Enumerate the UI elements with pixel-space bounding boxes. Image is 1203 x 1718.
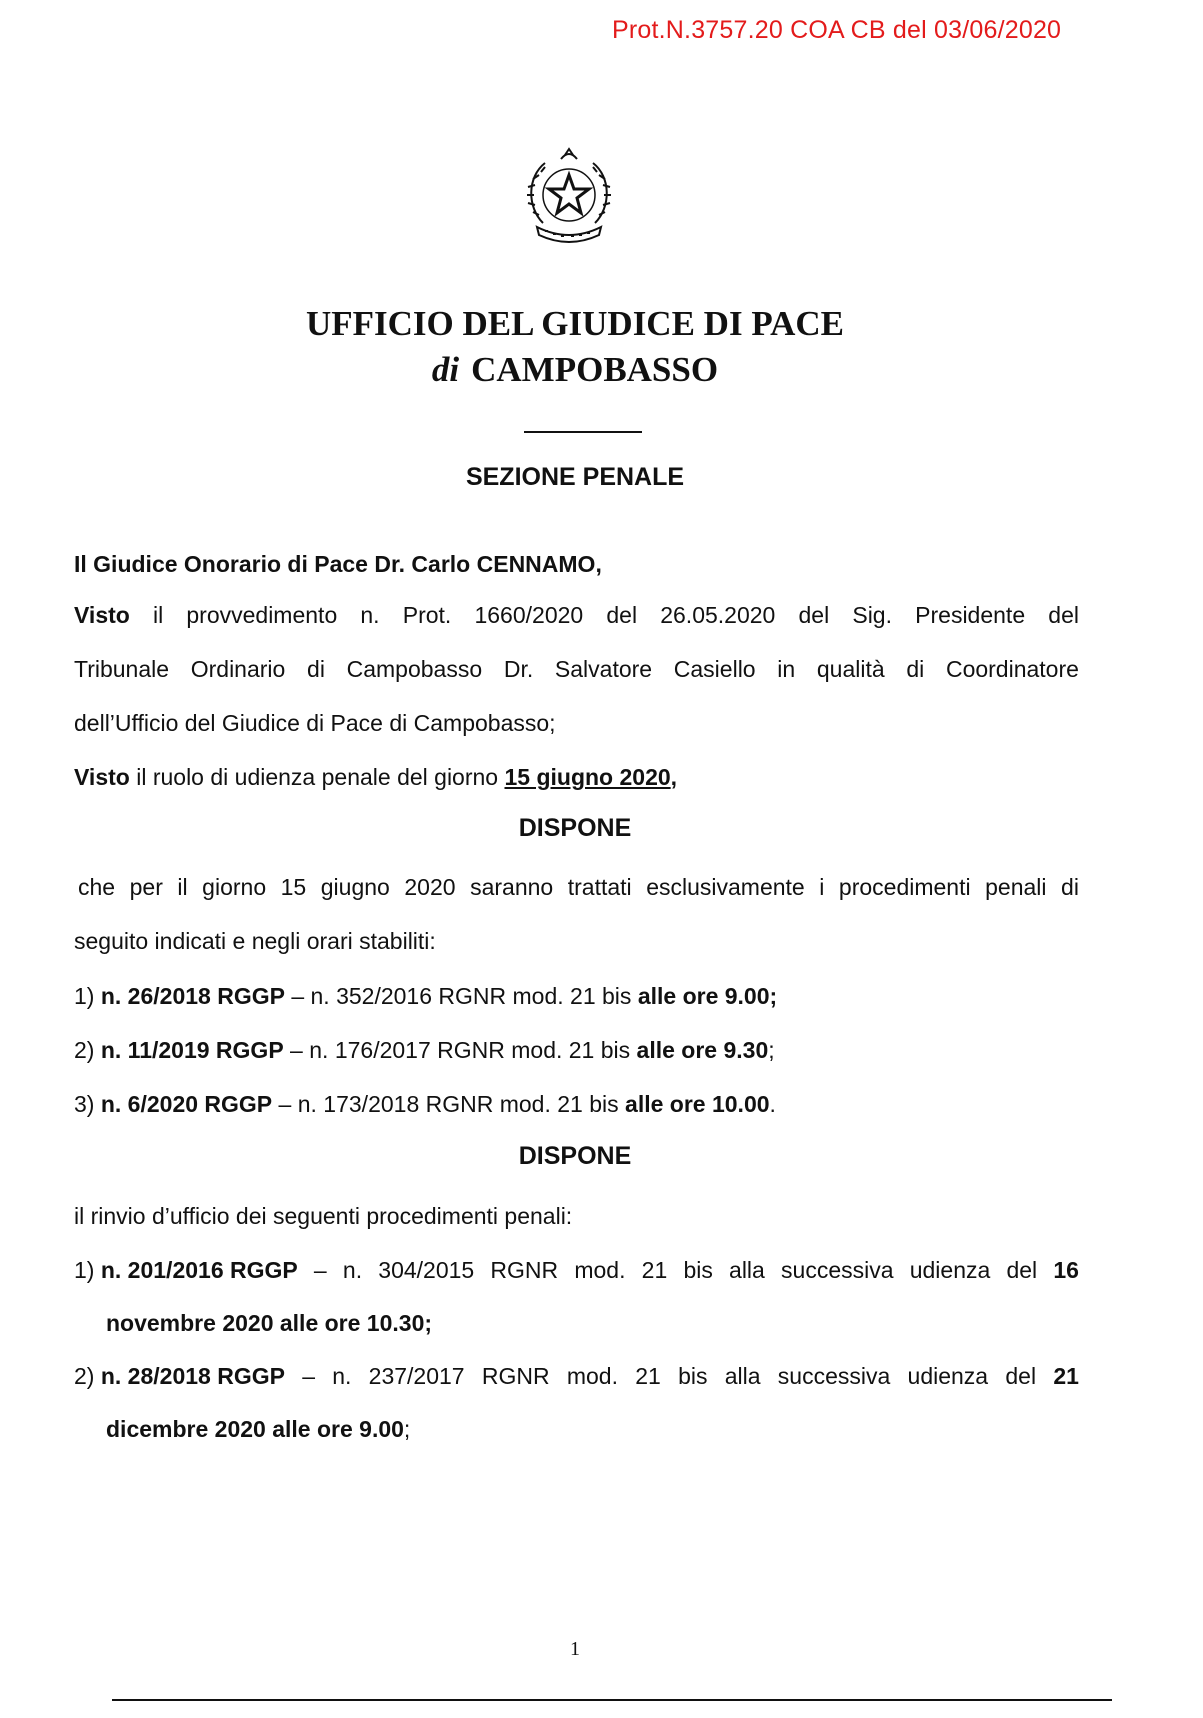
word: del [1048, 602, 1079, 628]
word: i [819, 874, 825, 900]
section-heading: SEZIONE PENALE [465, 463, 685, 491]
dispone-heading-1: DISPONE [518, 814, 632, 842]
postponed-item-line-1 [74, 1257, 1079, 1284]
intro-postponed-line: il rinvio d’ufficio dei seguenti procedimenti penali: [74, 1203, 573, 1229]
word: successiva [781, 1257, 894, 1283]
word: Coordinatore [945, 656, 1079, 682]
word: 21 [635, 1363, 661, 1389]
word: del [1005, 1363, 1037, 1389]
word: in [777, 656, 796, 682]
word: – [313, 1257, 327, 1283]
punctuation: ; [768, 1037, 775, 1063]
word: del [1006, 1257, 1038, 1283]
emblem-of-italy-icon [523, 145, 615, 245]
hearing-time: alle ore 9.30 [636, 1037, 769, 1063]
hearing-time: alle ore 9.00 [637, 983, 770, 1009]
word: Dr. [503, 656, 534, 682]
postponed-item-head [74, 1257, 298, 1284]
word: 21 [641, 1257, 668, 1283]
word: Ordinario [190, 656, 286, 682]
word: Sig. [852, 602, 892, 628]
word: provvedimento [186, 602, 338, 628]
word: Presidente [915, 602, 1026, 628]
word: RGNR [490, 1257, 559, 1283]
word: che [78, 874, 116, 900]
word: di [906, 656, 925, 682]
word: 1660/2020 [474, 602, 584, 628]
office-subtitle [0, 350, 1150, 390]
protocol-stamp: Prot.N.3757.20 COA CB del 03/06/2020 [612, 16, 1062, 44]
word: il [177, 874, 188, 900]
word: successiva [777, 1363, 891, 1389]
visto-ruolo-line [74, 764, 677, 791]
visto-provvedimento-line-3: dell’Ufficio del Giudice di Pace di Campobasso; [74, 710, 556, 736]
visto-provvedimento-line-2 [74, 656, 1079, 683]
word: di [1061, 874, 1079, 900]
visto-lead: Visto [74, 764, 130, 790]
postponed-day: 16 [1053, 1257, 1079, 1283]
word: giorno [202, 874, 267, 900]
rggp-number: n. 6/2020 RGGP [100, 1091, 273, 1117]
scheduled-item [74, 1037, 775, 1064]
word: Campobasso [346, 656, 483, 682]
rgnr-text: – n. 176/2017 RGNR mod. 21 bis [283, 1037, 637, 1063]
word: mod. [566, 1363, 618, 1389]
item-number: 1) [74, 983, 95, 1009]
hearing-time: alle ore 10.00 [625, 1091, 770, 1117]
word: giugno [320, 874, 390, 900]
postponed-item-head [74, 1363, 285, 1390]
word: 237/2017 [368, 1363, 465, 1389]
office-subtitle-prefix: di [431, 350, 460, 389]
word: trattati [567, 874, 632, 900]
office-city: CAMPOBASSO [471, 350, 719, 389]
item-number: 3) [74, 1091, 95, 1117]
scheduled-item [74, 983, 777, 1010]
word: di [307, 656, 325, 682]
word: mod. [574, 1257, 626, 1283]
footer-rule [112, 1699, 1112, 1701]
intro-scheduled-line-1 [78, 874, 1079, 901]
word: alla [729, 1257, 765, 1283]
punctuation: . [769, 1091, 776, 1117]
rgnr-text: – n. 173/2018 RGNR mod. 21 bis [272, 1091, 626, 1117]
item-number: 1) [74, 1257, 95, 1283]
postponed-item-line-1 [74, 1363, 1079, 1390]
punctuation: ; [424, 1310, 433, 1336]
word: udienza [907, 1363, 989, 1389]
hearing-date: 15 giugno 2020 [504, 764, 671, 790]
item-number: 2) [74, 1363, 95, 1389]
postponed-day: 21 [1053, 1363, 1079, 1389]
word: bis [683, 1257, 713, 1283]
item-number: 2) [74, 1037, 95, 1063]
word: per [129, 874, 163, 900]
page-number: 1 [570, 1638, 580, 1660]
word: – [302, 1363, 315, 1389]
word: esclusivamente [646, 874, 805, 900]
word: 2020 [404, 874, 456, 900]
word: alla [724, 1363, 761, 1389]
word: procedimenti [838, 874, 971, 900]
rggp-number: n. 11/2019 RGGP [100, 1037, 284, 1063]
intro-scheduled-line-2: seguito indicati e negli orari stabiliti: [74, 928, 436, 954]
word: 15 [280, 874, 307, 900]
word: n. [360, 602, 380, 628]
word: 304/2015 [378, 1257, 475, 1283]
punctuation: , [670, 764, 678, 790]
punctuation: ; [403, 1416, 411, 1442]
postponed-item-line-2 [106, 1310, 432, 1337]
rggp-number: n. 28/2018 RGGP [100, 1363, 285, 1389]
rggp-number: n. 26/2018 RGGP [100, 983, 285, 1009]
scheduled-item [74, 1091, 776, 1118]
word: 26.05.2020 [660, 602, 776, 628]
word: penali [985, 874, 1047, 900]
office-title: UFFICIO DEL GIUDICE DI PACE [305, 304, 845, 343]
visto-lead: Visto [74, 602, 130, 628]
word: Salvatore [554, 656, 653, 682]
postponed-date-time: novembre 2020 alle ore 10.30 [106, 1310, 425, 1336]
postponed-date-time: dicembre 2020 alle ore 9.00 [106, 1416, 404, 1442]
word: del [606, 602, 638, 628]
word: Casiello [673, 656, 756, 682]
rgnr-text: – n. 352/2016 RGNR mod. 21 bis [284, 983, 638, 1009]
rggp-number: n. 201/2016 RGGP [100, 1257, 298, 1283]
word: bis [678, 1363, 708, 1389]
word: qualità [816, 656, 885, 682]
postponed-item-line-2 [106, 1416, 410, 1443]
word: RGNR [481, 1363, 550, 1389]
word: il [152, 602, 164, 628]
punctuation: ; [769, 983, 778, 1009]
word: n. [342, 1257, 363, 1283]
word: del [798, 602, 830, 628]
visto-ruolo-text: il ruolo di udienza penale del giorno [129, 764, 505, 790]
judge-line: Il Giudice Onorario di Pace Dr. Carlo CENNAMO, [74, 551, 602, 577]
visto-provvedimento-line-1 [74, 602, 1079, 629]
dispone-heading-2: DISPONE [518, 1142, 632, 1170]
word: Prot. [402, 602, 452, 628]
word: Tribunale [74, 656, 170, 682]
word: udienza [909, 1257, 991, 1283]
title-separator [524, 431, 642, 433]
word: n. [332, 1363, 352, 1389]
word: saranno [470, 874, 554, 900]
